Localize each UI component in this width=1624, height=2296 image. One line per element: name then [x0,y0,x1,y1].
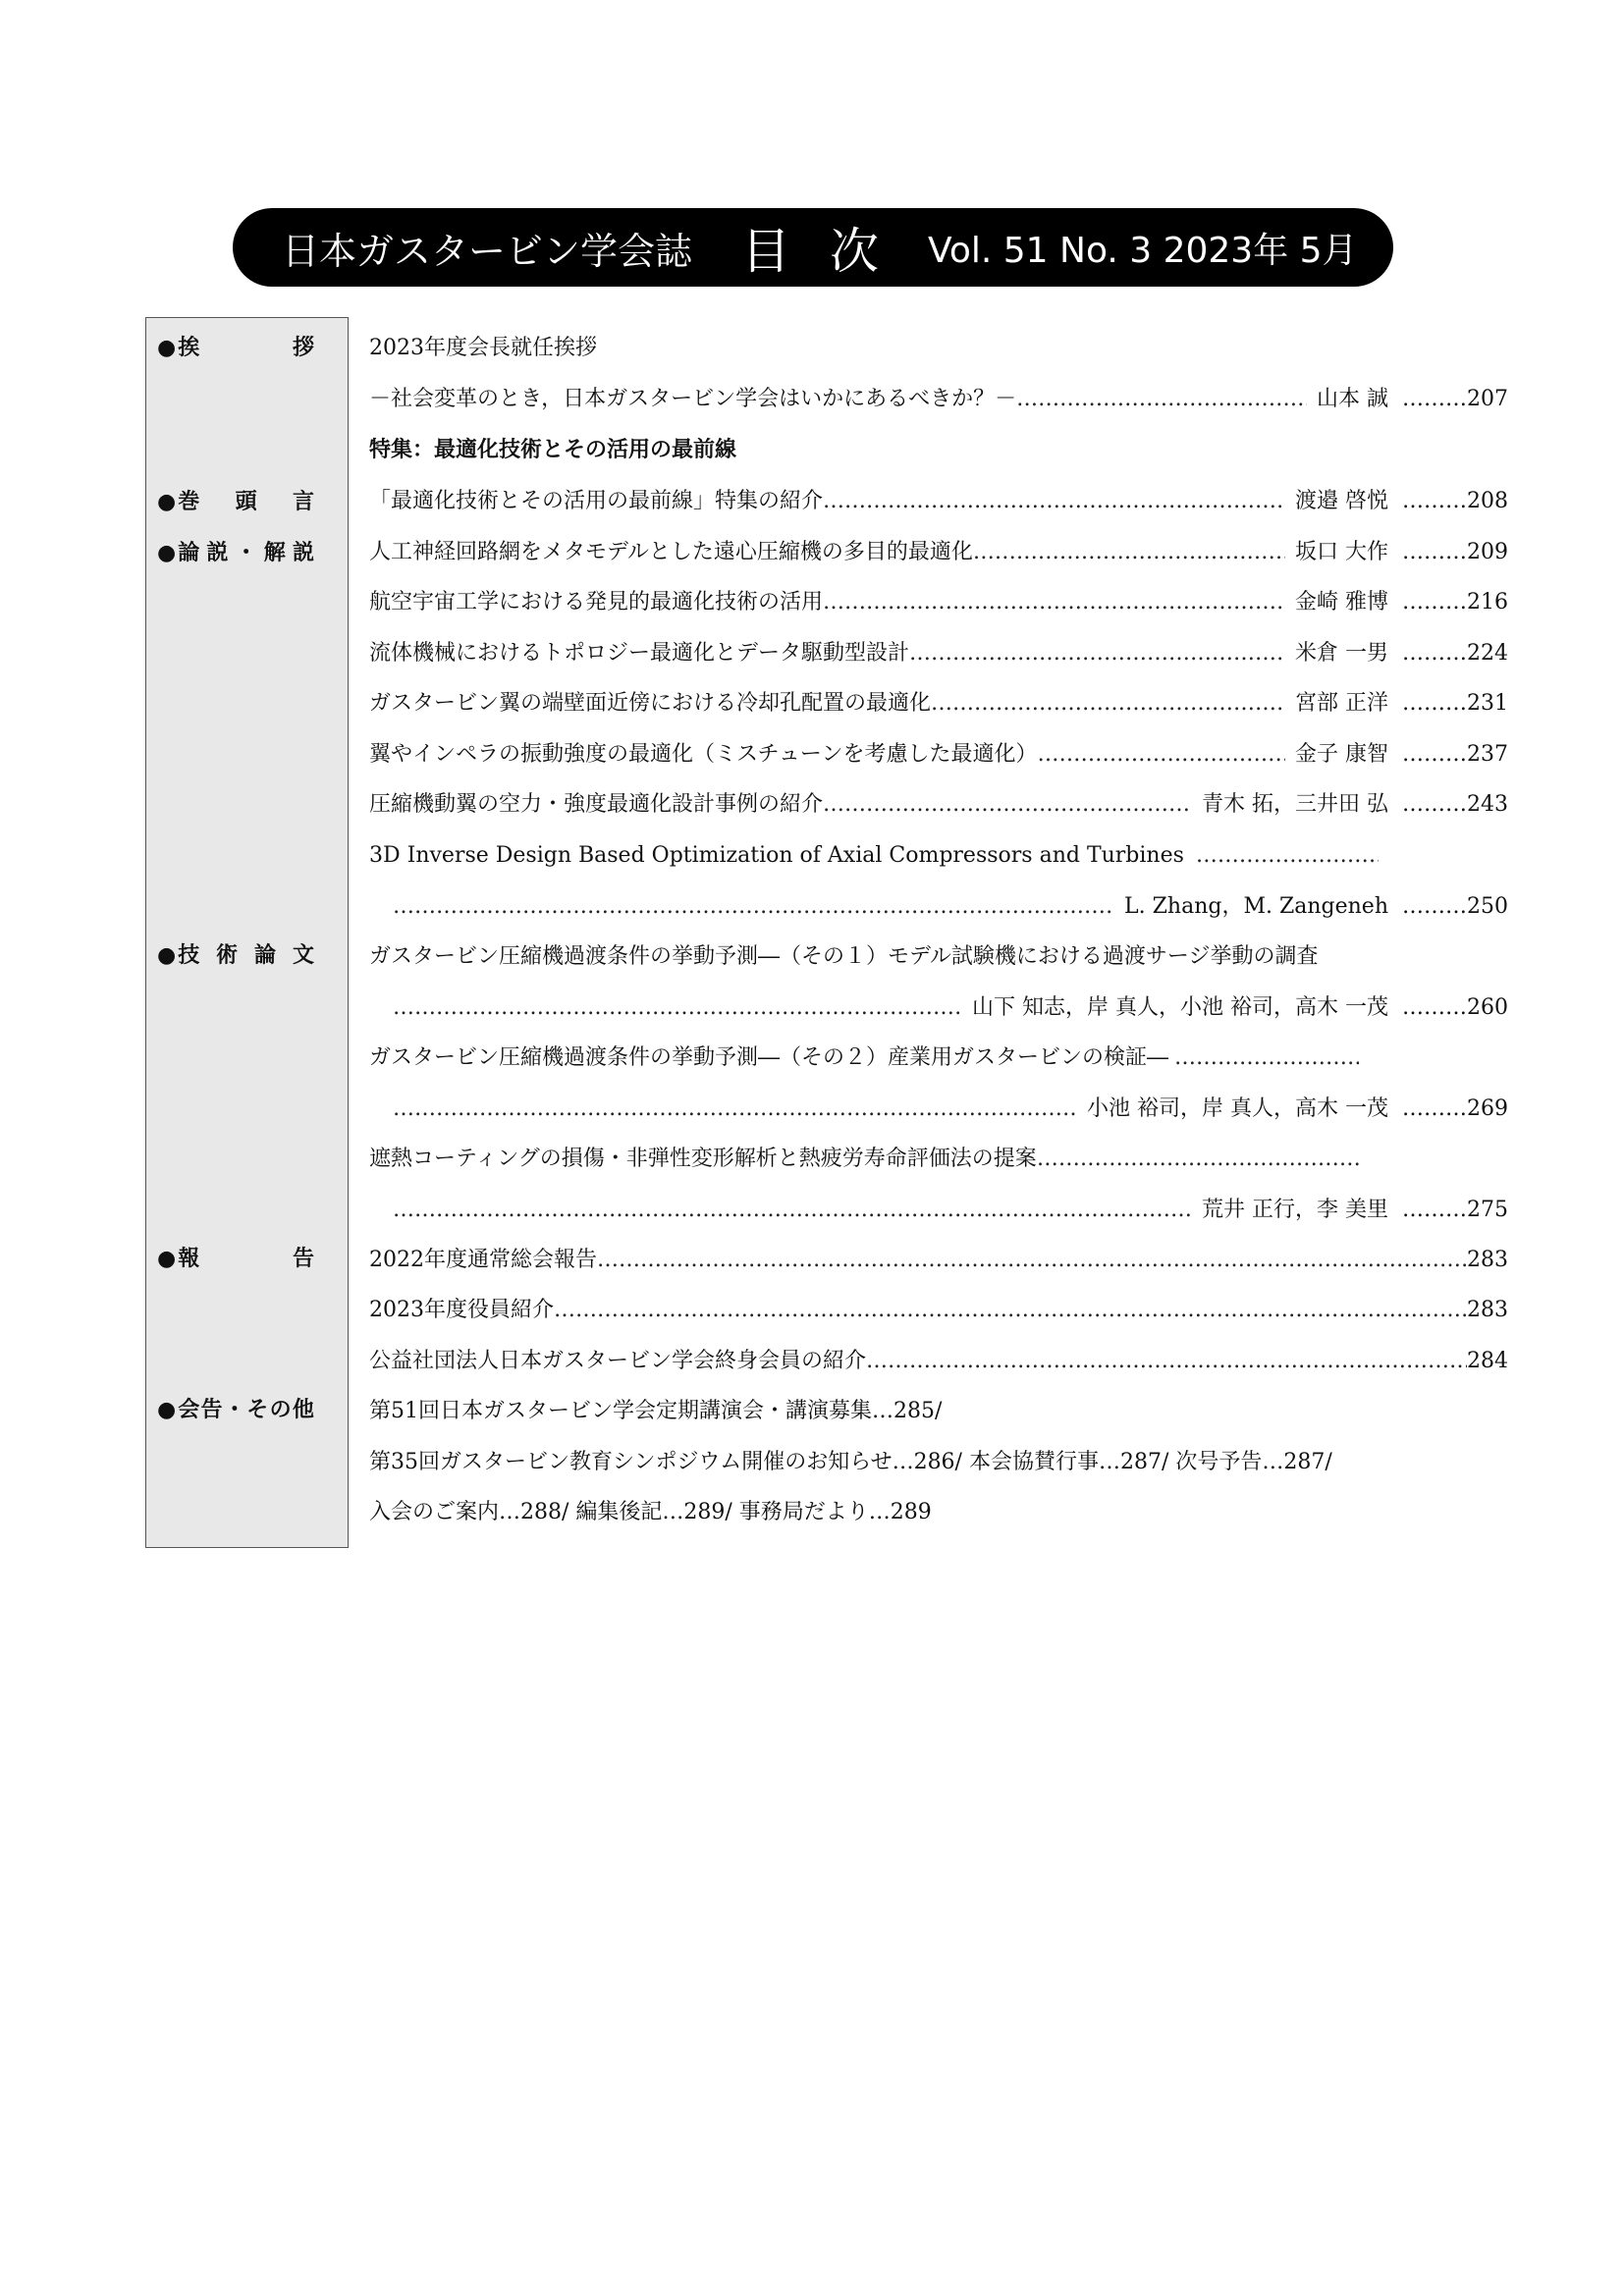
toc-header-banner [233,208,1393,287]
toc-entry[interactable] [369,839,1379,873]
leader-dots [1388,1194,1467,1227]
entry-page: 250 [1467,894,1508,919]
leader-dots [1388,485,1467,518]
toc-entry-continuation[interactable] [393,991,1506,1025]
entry-title: ガスタービン圧縮機過渡条件の挙動予測―（その２）産業用ガスタービンの検証― [369,1045,1169,1070]
leader-dots [1037,738,1285,772]
entry-author: 山本 誠 [1317,387,1388,411]
entry-page: 269 [1467,1096,1508,1121]
entry-title: 2023年度会長就任挨拶 [369,336,597,360]
toc-entry[interactable] [369,1244,1506,1277]
journal-title: 日本ガスタービン学会誌 [282,229,693,273]
entry-page: 243 [1467,792,1508,817]
leader-dots [1388,586,1467,619]
toc-entry[interactable] [369,586,1506,619]
leader-dots [823,788,1192,822]
leader-dots [823,586,1285,619]
issue-info: Vol. 51 No. 3 2023年 5月 [928,230,1358,271]
entry-title: 3D Inverse Design Based Optimization of Axial Compressors and Turbines [369,843,1184,868]
toc-entry[interactable] [369,1496,1506,1529]
leader-dots [1184,839,1379,873]
entry-title: 第35回ガスタービン教育シンポジウム開催のお知らせ…286/ 本会協賛行事…287/ 次号予告…287/ [369,1450,1332,1474]
leader-dots [1388,637,1467,670]
entry-title: 遮熱コーティングの損傷・非弾性変形解析と熱疲労寿命評価法の提案 [369,1147,1037,1171]
entry-author: 坂口 大作 [1295,540,1388,564]
toc-title: 目次 [741,223,919,280]
entry-author: L. Zhang，M. Zangeneh [1124,894,1388,919]
leader-dots [973,536,1285,569]
category-label: 論 説 ・ 解 説 [178,541,314,565]
toc-entry[interactable] [369,1294,1506,1327]
entry-page: 237 [1467,742,1508,767]
category-greeting: ● 挨 拶 [157,334,314,363]
toc-entry[interactable] [369,1395,1506,1428]
leader-dots [909,637,1285,670]
toc-entry[interactable] [369,1345,1506,1378]
toc-entry-continuation[interactable] [393,1194,1506,1227]
leader-dots [393,991,962,1025]
entry-author: 宮部 正洋 [1295,691,1388,716]
leader-dots [1388,738,1467,772]
leader-dots [1388,687,1467,721]
category-announcements: ● 会 告 ・ そ の 他 [157,1396,314,1425]
entry-title: 流体機械におけるトポロジー最適化とデータ駆動型設計 [369,641,910,666]
entry-author: 金子 康智 [1295,742,1388,767]
entry-page: 208 [1467,489,1508,513]
toc-entry[interactable] [369,383,1506,416]
category-label: 報 告 [178,1247,314,1271]
leader-dots [1388,890,1467,924]
leader-dots [1037,1143,1359,1176]
category-label: 巻 頭 言 [178,490,314,514]
toc-entry-continuation[interactable] [393,1093,1506,1126]
entry-page: 283 [1467,1248,1508,1272]
entry-title: 2022年度通常総会報告 [369,1248,597,1272]
leader-dots [1388,788,1467,822]
leader-dots [554,1294,1467,1327]
entry-title: －社会変革のとき，日本ガスタービン学会はいかにあるべきか？－ [369,387,1017,411]
special-feature-heading [369,434,1506,467]
leader-dots [1388,383,1467,416]
entry-title: 入会のご案内…288/ 編集後記…289/ 事務局だより…289 [369,1500,932,1524]
entry-title: 航空宇宙工学における発見的最適化技術の活用 [369,590,824,614]
leader-dots [1388,536,1467,569]
category-label: 会 告 ・ そ の 他 [178,1398,314,1422]
entry-title: ガスタービン翼の端壁面近傍における冷却孔配置の最適化 [369,691,932,716]
toc-entry[interactable] [369,788,1506,822]
entry-page: 216 [1467,590,1508,614]
entry-author: 渡邉 啓悦 [1295,489,1388,513]
entry-title: 人工神経回路網をメタモデルとした遠心圧縮機の多目的最適化 [369,540,973,564]
toc-entry[interactable] [369,485,1506,518]
leader-dots [597,1244,1467,1277]
toc-entry-continuation[interactable] [393,890,1506,924]
entry-title: 翼やインペラの振動強度の最適化（ミスチューンを考慮した最適化） [369,742,1038,767]
entry-page: 260 [1467,995,1508,1020]
entry-page: 224 [1467,641,1508,666]
entry-author: 青木 拓，三井田 弘 [1202,792,1388,817]
toc-entry[interactable] [369,940,1506,974]
toc-entry[interactable] [369,1446,1506,1479]
toc-entry[interactable] [369,738,1506,772]
entry-title: 圧縮機動翼の空力・強度最適化設計事例の紹介 [369,792,824,817]
toc-entry[interactable] [369,332,1506,365]
entry-author: 米倉 一男 [1295,641,1388,666]
entry-title: 2023年度役員紹介 [369,1298,554,1322]
leader-dots [1388,1093,1467,1126]
entry-author: 荒井 正行，李 美里 [1202,1198,1388,1222]
category-reports: ● 報 告 [157,1245,314,1274]
entry-author: 金崎 雅博 [1295,590,1388,614]
entry-page: 231 [1467,691,1508,716]
leader-dots [1168,1041,1359,1075]
leader-dots [1016,383,1307,416]
leader-dots [393,1194,1192,1227]
entry-title: 第51回日本ガスタービン学会定期講演会・講演募集…285/ [369,1399,943,1423]
leader-dots [393,890,1114,924]
category-label: 挨 拶 [178,336,314,360]
entry-page: 284 [1467,1349,1508,1373]
entry-title: ガスタービン圧縮機過渡条件の挙動予測―（その１）モデル試験機における過渡サージ挙動の調査 [369,944,1319,969]
toc-entry[interactable] [369,536,1506,569]
entry-title: 公益社団法人日本ガスタービン学会終身会員の紹介 [369,1349,867,1373]
entry-page: 283 [1467,1298,1508,1322]
entry-author: 山下 知志，岸 真人，小池 裕司，高木 一茂 [972,995,1388,1020]
category-technical-papers: ● 技 術 論 文 [157,941,314,971]
entry-page: 207 [1467,387,1508,411]
leader-dots [823,485,1285,518]
category-commentary: ● 論 説 ・ 解 説 [157,539,314,568]
entry-page: 275 [1467,1198,1508,1222]
toc-entry[interactable] [369,1041,1359,1075]
leader-dots [1388,991,1467,1025]
leader-dots [866,1345,1467,1378]
entry-page: 209 [1467,540,1508,564]
leader-dots [931,687,1285,721]
leader-dots [393,1093,1077,1126]
category-foreword: ● 巻 頭 言 [157,488,314,517]
entry-title: 特集：最適化技術とその活用の最前線 [369,438,737,462]
toc-entry[interactable] [369,1143,1359,1176]
entry-title: 「最適化技術とその活用の最前線」特集の紹介 [369,489,824,513]
category-label: 技 術 論 文 [178,943,314,968]
toc-entry[interactable] [369,637,1506,670]
toc-entry[interactable] [369,687,1506,721]
entry-author: 小池 裕司，岸 真人，高木 一茂 [1087,1096,1388,1121]
